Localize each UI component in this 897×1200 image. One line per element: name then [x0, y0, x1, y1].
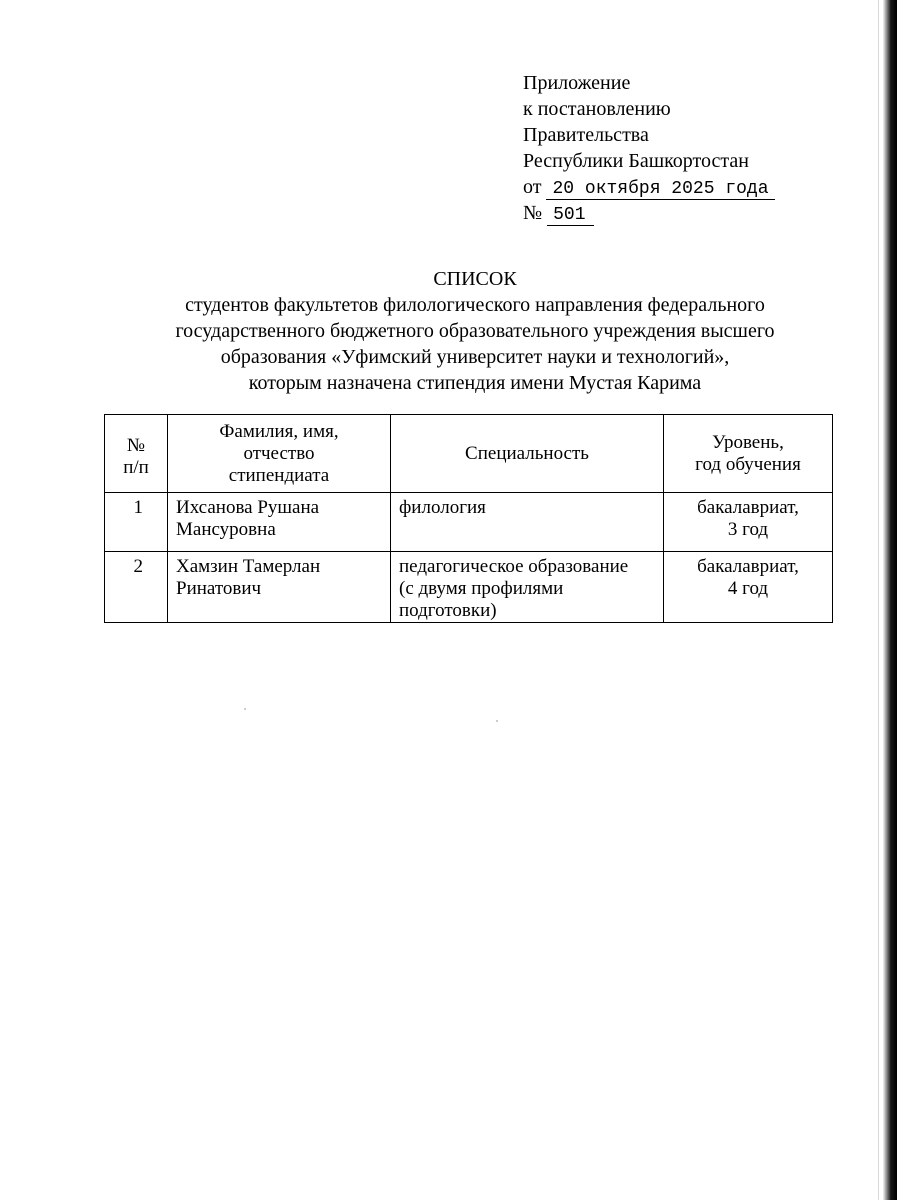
header-num-line: № [126, 434, 146, 456]
header-name-line: стипендиата [228, 464, 330, 486]
decree-date: 20 октября 2025 года [546, 179, 774, 200]
list-title-block [100, 266, 850, 396]
row-name [168, 493, 391, 552]
appendix-number-line [523, 200, 775, 226]
row-name-line: Ихсанова Рушана [176, 497, 320, 518]
row-name-line: Хамзин Тамерлан [176, 556, 321, 577]
list-subtitle-line: студентов факультетов филологического направления федерального [185, 294, 765, 316]
header-specialty [391, 415, 664, 493]
header-specialty-text: Специальность [465, 442, 589, 464]
row-level [664, 493, 833, 552]
row-specialty [391, 493, 664, 552]
row-level-line: бакалавриат, [697, 556, 799, 577]
row-level-line: бакалавриат, [697, 497, 799, 518]
row-level-line: 3 год [727, 519, 769, 540]
appendix-line: к постановлению [523, 98, 671, 120]
number-prefix: № [523, 202, 543, 224]
row-specialty-line: (с двумя профилями [399, 578, 564, 599]
table-row [105, 552, 833, 623]
list-subtitle-line: государственного бюджетного образовательного учреждения высшего [175, 320, 775, 342]
header-name-line: отчество [243, 442, 315, 464]
scan-speck [496, 720, 498, 722]
row-specialty-line: педагогическое образование [399, 556, 629, 577]
row-name-line: Ринатович [176, 578, 262, 599]
row-num: 2 [105, 552, 168, 623]
date-prefix: от [523, 176, 542, 198]
appendix-date-line [523, 174, 775, 200]
list-subtitle-line: которым назначена стипендия имени Мустая Карима [248, 372, 702, 394]
header-level-line: год обучения [695, 453, 801, 475]
appendix-line: Приложение [523, 72, 631, 94]
list-subtitle-line: образования «Уфимский университет науки и технологий», [220, 346, 730, 368]
table-row [105, 493, 833, 552]
appendix-block [523, 70, 775, 226]
header-level-line: Уровень, [712, 431, 784, 453]
row-name [168, 552, 391, 623]
row-name-line: Мансуровна [176, 519, 276, 540]
decree-number: 501 [547, 205, 593, 226]
table-header-row [105, 415, 833, 493]
header-num [105, 415, 168, 493]
scan-edge-line [878, 0, 879, 1200]
header-num-line: п/п [123, 456, 149, 478]
list-heading: СПИСОК [433, 268, 517, 290]
appendix-line: Республики Башкортостан [523, 150, 749, 172]
header-name-line: Фамилия, имя, [219, 420, 339, 442]
scan-edge-shadow [883, 0, 897, 1200]
row-level-line: 4 год [727, 578, 769, 599]
appendix-line: Правительства [523, 124, 649, 146]
header-level [664, 415, 833, 493]
row-specialty-line: подготовки) [399, 600, 497, 621]
scan-speck [244, 708, 246, 710]
header-name [168, 415, 391, 493]
row-specialty [391, 552, 664, 623]
row-level [664, 552, 833, 623]
students-table [104, 414, 833, 623]
row-specialty-line: филология [399, 497, 486, 518]
row-num: 1 [105, 493, 168, 552]
